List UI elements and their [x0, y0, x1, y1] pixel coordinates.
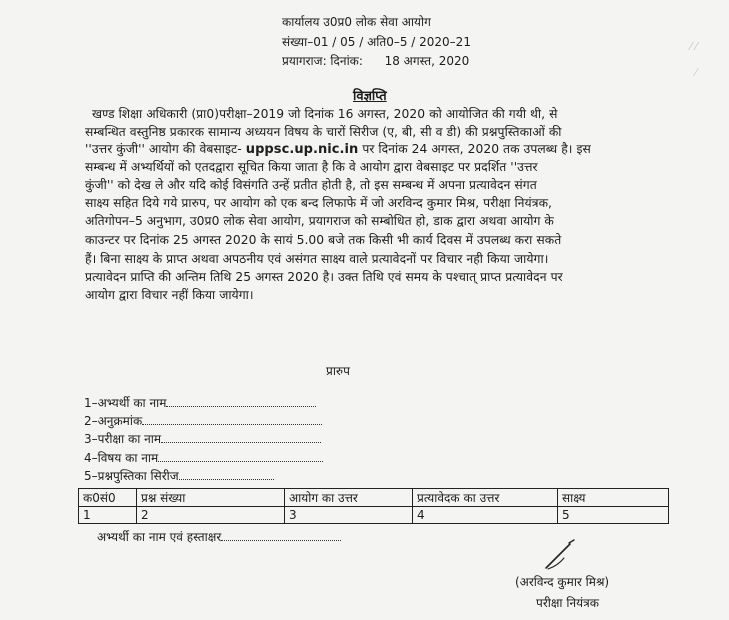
candidate-signature-field	[97, 528, 341, 545]
form-field-label: 4–विषय का नाम	[84, 451, 159, 465]
table-cell: 2	[137, 507, 285, 524]
table-header-row	[79, 489, 669, 507]
body-line-3-start: ''उत्तर कुंजी'' आयोग की वेबसाइट-	[85, 142, 242, 156]
reference-number: संख्या–01 / 05 / अति0–5 / 2020–21	[282, 35, 471, 49]
place-date	[282, 53, 469, 69]
body-line-3	[85, 141, 591, 158]
table-header-cell: प्रत्यावेदक का उत्तर	[413, 489, 558, 507]
form-field-label: 3–परीक्षा का नाम	[84, 432, 162, 446]
table-cell: 1	[79, 507, 137, 524]
notice-date: 18 अगस्त, 2020	[384, 54, 470, 68]
table-cell: 3	[285, 507, 413, 524]
candidate-signature-label: अभ्यर्थी का नाम एवं हस्ताक्षर	[97, 530, 222, 544]
table-header-cell: क0सं0	[79, 489, 137, 507]
body-line-10: प्रत्यावेदन प्राप्ति की अन्तिम तिथि 25 अगस्त 2020 है। उक्त तिथि एवं समय के पश्चात् प्राप्त प्रत्यावेदन पर	[85, 270, 563, 284]
form-field-label: 1–अभ्यर्थी का नाम	[84, 396, 167, 410]
fill-line	[166, 396, 316, 407]
form-field-label: 5–प्रश्नपुस्तिका सिरीज	[84, 469, 179, 483]
body-line-7: अतिगोपन–5 अनुभाग, उ0प्र0 लोक सेवा आयोग, प्रयागराज को सम्बोधित हो, डाक द्वारा अथवा आयोग के	[85, 214, 554, 228]
body-line-9: हैं। बिना साक्ष्य के प्राप्त अथवा अपठनीय एवं असंगत साक्ष्य वाले प्रत्यावेदनों पर विचार नही किया जायेगा।	[85, 252, 549, 266]
table-cell: 4	[413, 507, 558, 524]
body-line-6: साक्ष्य सहित दिये गये प्रारुप, पर आयोग को एक बन्द लिफाफे में जो अरविन्द कुमार मिश्र, परीक्षा नियंत्रक,	[85, 196, 553, 210]
body-line-3-end: पर दिनांक 24 अगस्त, 2020 तक उपलब्ध है। इस	[362, 142, 591, 156]
body-line-1: खण्ड शिक्षा अधिकारी (प्रा0)परीक्षा–2019 जो दिनांक 16 अगस्त, 2020 को आयोजित की गयी थी, से	[92, 107, 558, 121]
office-name: कार्यालय उ0प्र0 लोक सेवा आयोग	[282, 15, 431, 29]
body-line-11: आयोग द्वारा विचार नहीं किया जायेगा।	[85, 288, 254, 302]
body-line-8: काउन्टर पर दिनांक 25 अगस्त 2020 के सायं 5.00 बजे तक किसी भी कार्य दिवस में उपलब्ध करा सकते	[85, 233, 562, 247]
bleed-through-mark: ⁄ ⁄	[690, 40, 698, 53]
form-field-booklet-series	[84, 467, 274, 484]
body-line-5: कुंजी'' को देख ले और यदि कोई विसंगति उन्हें प्रतीत होती है, तो इस सम्बन्ध में अपना प्रत्यावेदन संगत	[85, 178, 537, 192]
table-header-cell: आयोग का उत्तर	[285, 489, 413, 507]
fill-line	[221, 530, 341, 541]
handwritten-signature	[540, 538, 590, 572]
format-title: प्रारुप	[326, 364, 350, 378]
form-field-label: 2–अनुक्रमांक	[84, 414, 143, 428]
fill-line	[179, 469, 274, 480]
fill-line	[161, 432, 321, 443]
table-row	[79, 507, 669, 524]
signatory-designation: परीक्षा नियंत्रक	[536, 596, 599, 610]
table-header-cell: साक्ष्य	[558, 489, 669, 507]
notice-title: विज्ञप्ति	[353, 89, 387, 104]
fill-line	[142, 414, 322, 425]
form-field-subject-name	[84, 449, 323, 466]
bleed-through-mark: ⁄	[695, 66, 697, 79]
form-field-exam-name	[84, 430, 321, 447]
place-date-label: प्रयागराज: दिनांक:	[282, 54, 363, 68]
signatory-name: (अरविन्द कुमार मिश्र)	[515, 575, 610, 589]
form-field-roll-number	[84, 412, 322, 429]
table-cell: 5	[558, 507, 669, 524]
body-line-2: सम्बन्धित वस्तुनिष्ठ प्रकारक सामान्य अध्ययन विषय के चारों सिरीज (ए, बी, सी व डी) की प्रश्नपुस्तिकाओं की	[85, 125, 562, 139]
representation-table	[78, 488, 669, 524]
body-line-4: सम्बन्ध में अभ्यर्थियों को एतदद्वारा सूचित किया जाता है कि वे आयोग द्वारा वेबसाइट पर प्रदर्शित ''उत्तर	[85, 160, 538, 174]
fill-line	[158, 451, 323, 462]
table-header-cell: प्रश्न संख्या	[137, 489, 285, 507]
form-field-candidate-name	[84, 394, 316, 411]
website-link[interactable]: uppsc.up.nic.in	[245, 142, 359, 157]
